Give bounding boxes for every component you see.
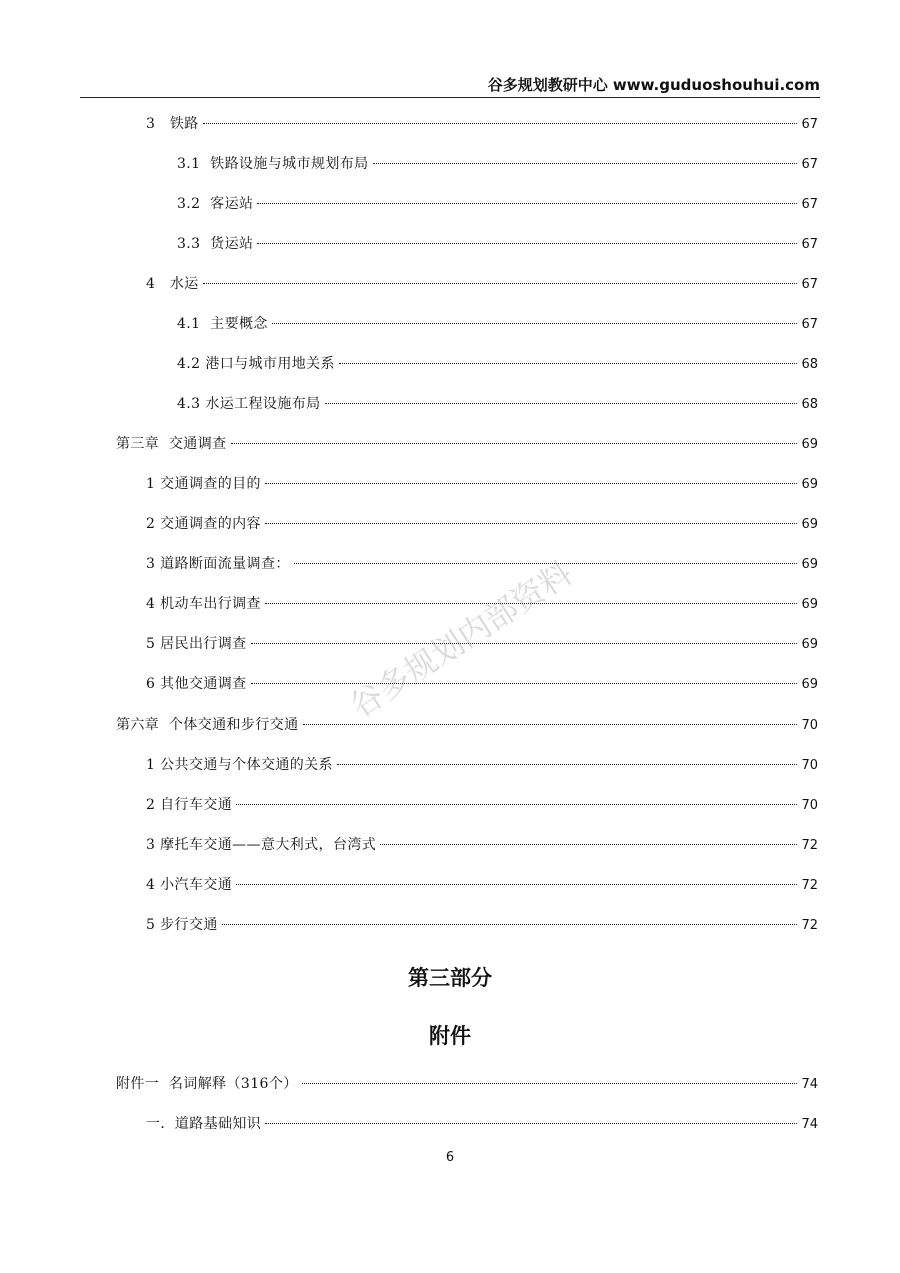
toc-entry-page: 67 (801, 117, 818, 132)
part-title: 第三部分 (408, 966, 492, 990)
toc-leader (257, 203, 797, 204)
toc-leader (337, 764, 797, 765)
toc-entry-page: 69 (801, 597, 818, 612)
toc-entry[interactable] (146, 754, 818, 776)
toc-entry-page: 69 (801, 437, 818, 452)
toc-entry-text: 3 道路断面流量调查： (146, 556, 290, 572)
toc-leader (380, 844, 797, 845)
toc-entry-text: 4.1 主要概念 (177, 316, 268, 332)
toc-entry[interactable] (177, 153, 818, 175)
toc-entry-text: 4 小汽车交通 (146, 877, 233, 893)
toc-entry-text: 6 其他交通调查 (146, 676, 247, 692)
toc-entry-page: 69 (801, 637, 818, 652)
toc-entry-text: 1 交通调查的目的 (146, 476, 261, 492)
toc-entry-page: 72 (801, 918, 818, 933)
toc-leader (265, 523, 797, 524)
toc-entry-text: 2 交通调查的内容 (146, 516, 261, 532)
toc-leader (222, 924, 798, 925)
page-number: 6 (445, 1150, 455, 1165)
toc-entry[interactable] (146, 513, 818, 535)
toc-entry-text: 3 铁路 (146, 116, 199, 132)
toc-entry[interactable] (146, 794, 818, 816)
toc-entry[interactable] (177, 193, 818, 215)
toc-leader (325, 403, 798, 404)
toc-entry[interactable] (177, 233, 818, 255)
toc-leader (251, 683, 798, 684)
toc-entry-page: 70 (801, 718, 818, 733)
toc-entry-text: 一．道路基础知识 (146, 1116, 262, 1132)
toc-entry-text: 3.2 客运站 (177, 196, 254, 212)
toc-entry[interactable] (146, 273, 818, 295)
toc-entry-page: 69 (801, 517, 818, 532)
toc-entry-page: 72 (801, 838, 818, 853)
toc-entry-page: 70 (801, 758, 818, 773)
toc-entry[interactable] (146, 553, 818, 575)
toc-entry-text: 附件一 名词解释（316个） (116, 1076, 298, 1092)
toc-entry-page: 67 (801, 157, 818, 172)
toc-leader (236, 804, 797, 805)
toc-entry[interactable] (146, 914, 818, 936)
toc-leader (265, 483, 797, 484)
toc-entry-page: 74 (801, 1077, 818, 1092)
toc-entry[interactable] (177, 313, 818, 335)
toc-entry-text: 4.2 港口与城市用地关系 (177, 356, 335, 372)
toc-entry-text: 3.3 货运站 (177, 236, 254, 252)
toc-leader (203, 123, 798, 124)
toc-chapter[interactable] (116, 714, 818, 736)
toc-entry-page: 72 (801, 878, 818, 893)
toc-entry[interactable] (116, 1073, 818, 1095)
toc-entry-page: 69 (801, 477, 818, 492)
toc-entry-page: 68 (801, 397, 818, 412)
toc-entry-text: 1 公共交通与个体交通的关系 (146, 757, 333, 773)
toc-entry[interactable] (146, 473, 818, 495)
appendix-title: 附件 (429, 1024, 471, 1048)
toc-entry-text: 5 步行交通 (146, 917, 218, 933)
toc-leader (251, 643, 798, 644)
toc-entry-text: 3 摩托车交通——意大利式，台湾式 (146, 837, 377, 853)
watermark: 谷多规划内部资料 (343, 554, 579, 726)
toc-leader (257, 243, 797, 244)
toc-entry[interactable] (146, 1113, 818, 1135)
toc-entry[interactable] (146, 113, 818, 135)
toc-entry-page: 67 (801, 237, 818, 252)
toc-entry-page: 67 (801, 197, 818, 212)
toc-entry-text: 第六章 个体交通和步行交通 (116, 717, 299, 733)
toc-leader (272, 323, 798, 324)
toc-entry-text: 2 自行车交通 (146, 797, 233, 813)
toc-entry[interactable] (177, 353, 818, 375)
toc-leader (373, 163, 798, 164)
toc-entry-page: 74 (801, 1117, 818, 1132)
toc-entry-page: 69 (801, 557, 818, 572)
toc-entry-page: 67 (801, 277, 818, 292)
toc-entry[interactable] (177, 393, 818, 415)
toc-entry[interactable] (146, 834, 818, 856)
header-rule (80, 97, 820, 98)
toc-entry-text: 4.3 水运工程设施布局 (177, 396, 321, 412)
toc-entry-page: 70 (801, 798, 818, 813)
toc-entry[interactable] (146, 673, 818, 695)
toc-entry-page: 67 (801, 317, 818, 332)
toc-entry-page: 68 (801, 357, 818, 372)
toc-leader (236, 884, 797, 885)
page-header: 谷多规划教研中心 www.guduoshouhui.com (487, 76, 820, 94)
toc-leader (339, 363, 798, 364)
toc-chapter[interactable] (116, 433, 818, 455)
toc-leader (203, 283, 798, 284)
toc-entry[interactable] (146, 874, 818, 896)
toc-entry-text: 第三章 交通调查 (116, 436, 227, 452)
toc-entry-page: 69 (801, 677, 818, 692)
toc-entry-text: 4 水运 (146, 276, 199, 292)
toc-leader (303, 724, 798, 725)
toc-leader (302, 1083, 798, 1084)
toc-leader (265, 1123, 797, 1124)
toc-entry-text: 3.1 铁路设施与城市规划布局 (177, 156, 369, 172)
toc-entry-text: 4 机动车出行调查 (146, 596, 261, 612)
toc-leader (231, 443, 798, 444)
toc-entry-text: 5 居民出行调查 (146, 636, 247, 652)
